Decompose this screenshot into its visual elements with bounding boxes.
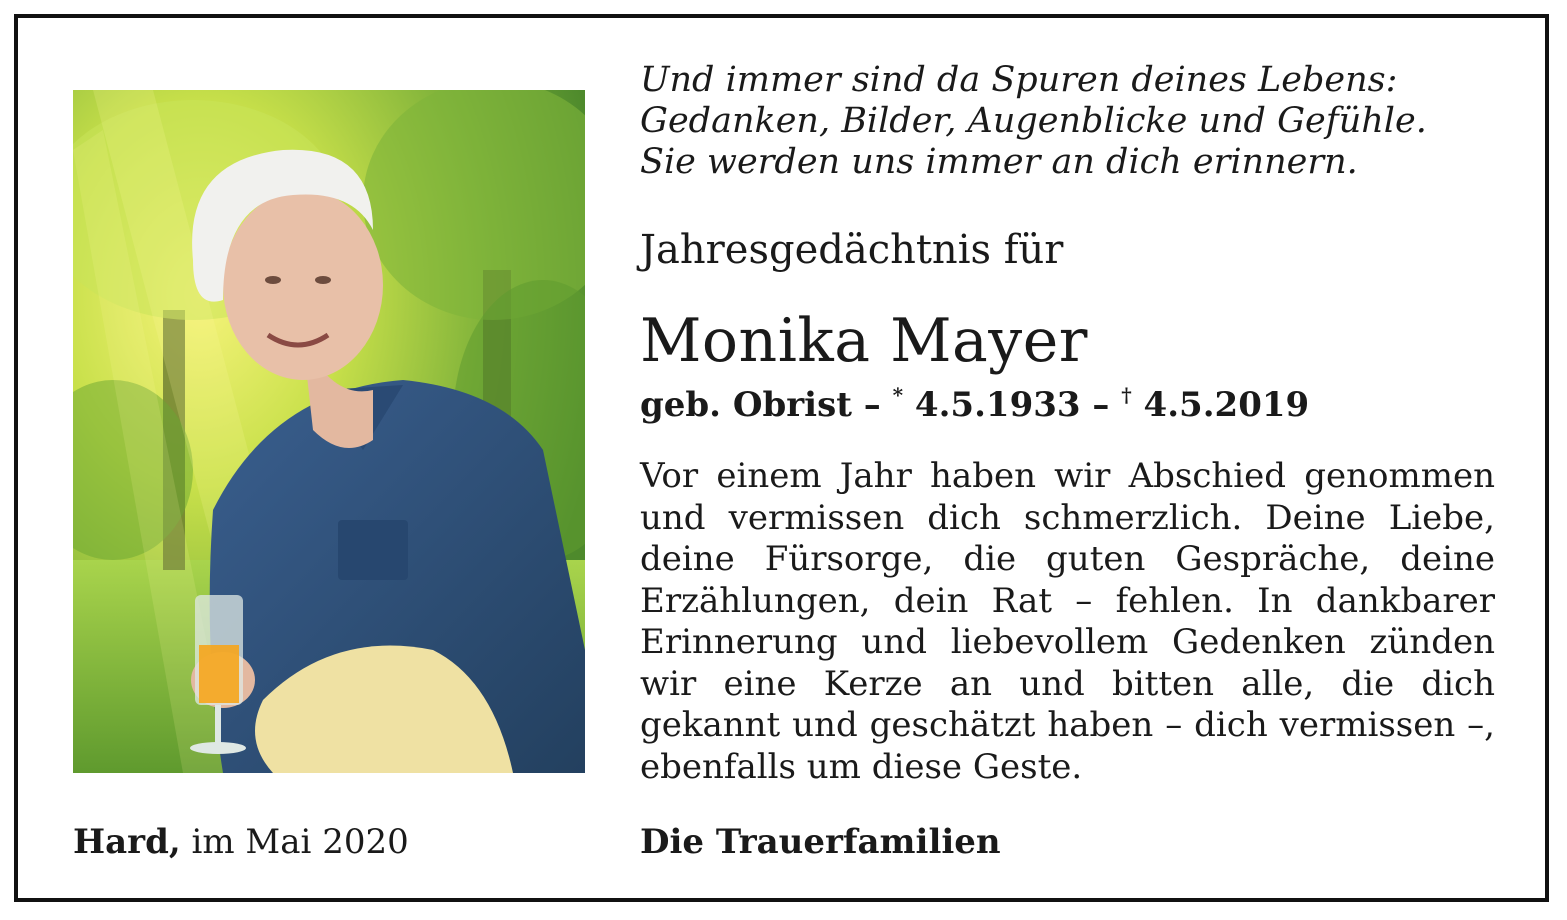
deceased-name: Monika Mayer [640,306,1088,376]
memorial-quote [640,60,1495,183]
memorial-heading: Jahresgedächtnis für [640,227,1064,273]
place-and-date [73,822,409,862]
quote-line: Sie werden uns immer an dich erinnern. [640,142,1358,182]
memorial-text: Vor einem Jahr haben wir Abschied genommen und vermissen dich schmerzlich. Deine Liebe, deine Fürsorge, die guten Gespräche, deine Erzählungen, dein Rat – fehlen. In dankbarer Erinnerung und liebevollem Gedenken zünden wir eine Kerze an und bitten alle, die dich gekannt und geschätzt haben – dich vermissen –, ebenfalls um diese Geste. [640,456,1495,787]
birth-date: 4.5.1933 [914,385,1081,425]
birth-symbol: * [892,383,904,407]
signature: Die Trauerfamilien [640,822,1001,862]
death-symbol: † [1121,383,1132,407]
death-date: 4.5.2019 [1143,385,1310,425]
dash: – [1092,385,1110,425]
date: im Mai 2020 [191,822,409,862]
life-dates [640,383,1309,425]
portrait-photo [73,90,585,773]
dash: – [863,385,881,425]
quote-line: Und immer sind da Spuren deines Lebens: [640,60,1398,100]
maiden-name: geb. Obrist [640,385,852,425]
town: Hard, [73,822,181,862]
quote-line: Gedanken, Bilder, Augenblicke und Gefühle. [640,101,1427,141]
